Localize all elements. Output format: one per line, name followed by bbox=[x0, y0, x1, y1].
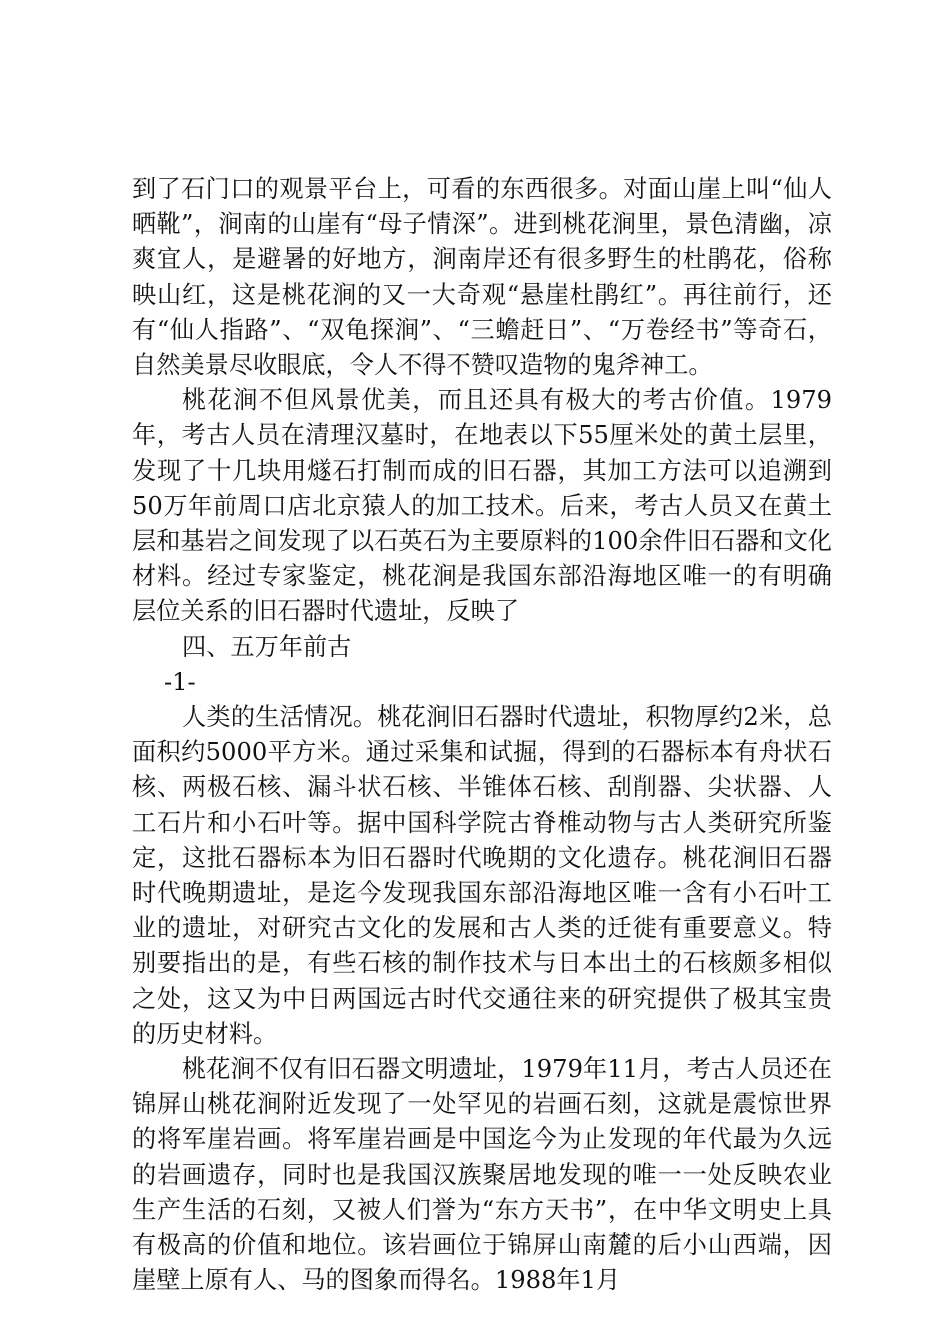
page-number-marker: -1- bbox=[164, 667, 196, 696]
paragraph-5: 桃花涧不仅有旧石器文明遗址，1979年11月，考古人员还在锦屏山桃花涧附近发现了一处罕见的岩画石刻，这就是震惊世界的将军崖岩画。将军崖岩画是中国迄今为止发现的年代最为久远的岩画遗存，同时也是我国汉族聚居地发现的唯一一处反映农业生产生活的石刻，又被人们誉为“东方天书”，在中华文明史上具有极高的价值和地位。该岩画位于锦屏山南麓的后小山西端，因崖壁上原有人、马的图象而得名。1988年1月 bbox=[132, 1055, 832, 1295]
paragraph-1: 到了石门口的观景平台上，可看的东西很多。对面山崖上叫“仙人晒靴”，涧南的山崖有“母子情深”。进到桃花涧里，景色清幽，凉爽宜人，是避暑的好地方，涧南岸还有很多野生的杜鹃花，俗称映山红，这是桃花涧的又一大奇观“悬崖杜鹃红”。再往前行，还有“仙人指路”、“双龟探涧”、“三蟾赶日”、“万卷经书”等奇石，自然美景尽收眼底，令人不得不赞叹造物的鬼斧神工。 bbox=[132, 175, 832, 380]
paragraph-2: 桃花涧不但风景优美，而且还具有极大的考古价值。1979年，考古人员在清理汉墓时，在地表以下55厘米处的黄土层里，发现了十几块用燧石打制而成的旧石器，其加工方法可以追溯到50万年前周口店北京猿人的加工技术。后来，考古人员又在黄土层和基岩之间发现了以石英石为主要原料的100余件旧石器和文化材料。经过专家鉴定，桃花涧是我国东部沿海地区唯一的有明确层位关系的旧石器时代遗址，反映了 bbox=[132, 386, 832, 626]
paragraph-3: 四、五万年前古 bbox=[182, 632, 352, 661]
document-body bbox=[132, 172, 832, 1299]
paragraph-4: 人类的生活情况。桃花涧旧石器时代遗址，积物厚约2米，总面积约5000平方米。通过采集和试掘，得到的石器标本有舟状石核、两极石核、漏斗状石核、半锥体石核、刮削器、尖状器、人工石片和小石叶等。据中国科学院古脊椎动物与古人类研究所鉴定，这批石器标本为旧石器时代晚期的文化遗存。桃花涧旧石器时代晚期遗址，是迄今发现我国东部沿海地区唯一含有小石叶工业的遗址，对研究古文化的发展和古人类的迁徙有重要意义。特别要指出的是，有些石核的制作技术与日本出土的石核颇多相似之处，这又为中日两国远古时代交通往来的研究提供了极其宝贵的历史材料。 bbox=[132, 703, 832, 1048]
